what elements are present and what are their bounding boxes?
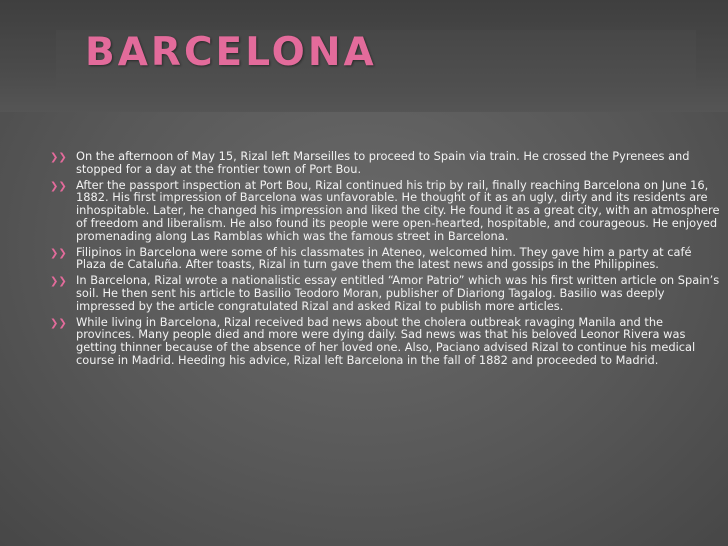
double-chevron-icon: ❯❯: [50, 180, 67, 192]
double-chevron-icon: ❯❯: [50, 276, 67, 288]
bullet-text: In Barcelona, Rizal wrote a nationalistic essay entitled “Amor Patrio” which was his first written article on Spain’s soil. He then sent his article to Basilio Teodoro Moran, publisher of Diariong Tagalog. Basilio was deeply impressed by the article congratulated Rizal and asked Rizal to publish more articles.: [76, 273, 720, 313]
double-chevron-icon: ❯❯: [50, 317, 67, 329]
bullet-text: Filipinos in Barcelona were some of his classmates in Ateneo, welcomed him. They gave him a party at café Plaza de Cataluña. After toasts, Rizal in turn gave them the latest news and gossips in the Philippines.: [76, 244, 692, 272]
list-item: [50, 150, 720, 176]
double-chevron-icon: ❯❯: [50, 152, 67, 163]
list-item: [50, 316, 720, 367]
bullet-text: After the passport inspection at Port Bou, Rizal continued his trip by rail, finally reaching Barcelona on June 16, 1882. His first impression of Barcelona was unfavorable. He thought of it as an ugly, dirty and its residents are inhospitable. Later, he changed his impression and liked the city. He found it as a great city, with an atmosphere of freedom and liberalism. He also found its people were open-hearted, hospitable, and courageous. He enjoyed promenading along Las Ramblas which was the famous street in Barcelona.: [76, 177, 720, 243]
list-item: [50, 246, 720, 272]
slide-title: BARCELONA: [85, 30, 377, 75]
bullet-text: While living in Barcelona, Rizal received bad news about the cholera outbreak ravaging Manila and the provinces. Many people died and more were dying daily. Sad news was that his beloved Leonor Rivera was getting thinner because of the absence of her loved one. Also, Paciano advised Rizal to continue his medical course in Madrid. Heeding his advice, Rizal left Barcelona in the fall of 1882 and proceeded to Madrid.: [76, 314, 696, 367]
double-chevron-icon: ❯❯: [50, 247, 67, 259]
list-item: [50, 179, 720, 243]
bullet-list: [50, 150, 720, 370]
list-item: [50, 274, 720, 312]
bullet-text: On the afternoon of May 15, Rizal left Marseilles to proceed to Spain via train. He crossed the Pyrenees and stopped for a day at the frontier town of Port Bou.: [76, 149, 690, 176]
